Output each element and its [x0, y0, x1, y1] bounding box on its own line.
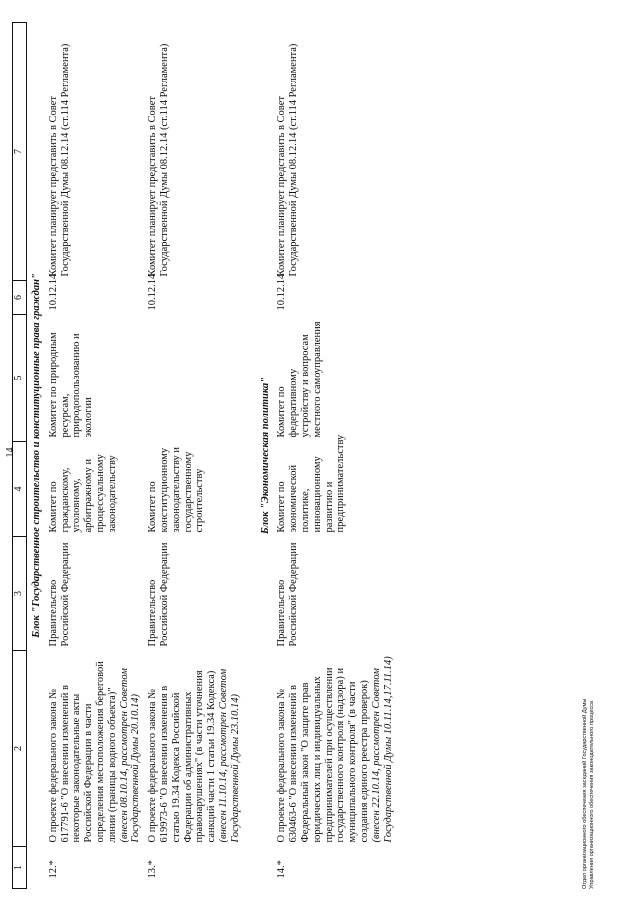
column-header: 4 [13, 442, 27, 537]
block-heading-row [246, 23, 276, 889]
footer-line: Отдел организационного обеспечения заседаний Государственной Думы [582, 698, 588, 889]
table-row [47, 23, 146, 889]
date: 10.12.14 [276, 273, 288, 311]
initiator: Правительство Российской Федерации [276, 542, 300, 647]
co-executor: Комитет по природным ресурсам, природопользованию и экологии [47, 332, 95, 438]
table-row [275, 23, 398, 889]
plan-note: Комитет планирует представить в Совет Государственной Думы 08.12.14 (ст.114 Регламента) [147, 43, 170, 277]
initiator: Правительство Российской Федерации [147, 542, 170, 647]
co-executor [146, 315, 245, 442]
bill-note: (внесен 11.10.14, рассмотрен Советом Государственной Думы 23.10.14) [217, 668, 241, 843]
row-number: 14.* [276, 860, 288, 879]
page-number: 14 [5, 447, 16, 458]
table-row [146, 23, 245, 889]
bill-cell [275, 651, 398, 847]
co-executor: Комитет по федеративному устройству и вопросам местного самоуправления [276, 321, 323, 438]
column-header: 7 [13, 23, 27, 281]
column-header: 3 [13, 537, 27, 651]
lead-committee: Комитет по гражданскому, уголовному, арбитражному и процессуальному законодательству [47, 454, 118, 533]
block-heading: Блок "Экономическая политика" [259, 376, 271, 535]
column-header-row [13, 23, 27, 889]
column-header: 6 [13, 281, 27, 315]
bill-title: О проекте федерального закона № 617791-6 "О внесении изменений в некоторые законодательные акты Российской Федерации в части определения местоположения береговой линии (границы водного объекта)" [47, 661, 118, 843]
lead-committee: Комитет по конституционному законодательству и государственному строительству [147, 446, 206, 533]
footer [582, 699, 596, 889]
bill-title: О проекте федерального закона № 630463-6 "О внесении изменений в Федеральный закон "О защите прав юридических лиц и индивидуальных предпринимателей при осуществлении государственного контроля (надзора) и муниципального контроля" (в части создания единого реестра проверок) [276, 667, 370, 843]
date: 10.12.14 [47, 273, 59, 311]
plan-note: Комитет планирует представить в Совет Государственной Думы 08.12.14 (ст.114 Регламента) [47, 43, 71, 277]
row-number: 13.* [147, 860, 159, 879]
lead-committee: Комитет по экономической политике, инновационному развитию и предпринимательству [276, 434, 347, 533]
column-header: 1 [13, 847, 27, 889]
bill-cell [47, 651, 146, 847]
bill-title: О проекте федерального закона № 619973-6 "О внесении изменения в статью 19.34 Кодекса Российской Федерации об административных правонарушениях" (в части уточнения санкций части 1 статьи 19.34 Кодекса) [147, 670, 218, 843]
bill-cell [146, 651, 245, 847]
bills-table [12, 22, 398, 889]
column-header: 5 [13, 315, 27, 442]
column-header: 2 [13, 651, 27, 847]
plan-note: Комитет планирует представить в Совет Государственной Думы 08.12.14 (ст.114 Регламента) [276, 43, 300, 277]
date: 10.12.14 [147, 273, 159, 311]
footer-line: Управления организационного обеспечения законодательного процесса [589, 700, 595, 889]
block-heading-row [27, 23, 47, 889]
bill-note: (внесен 08.10.14, рассмотрен Советом Государственной Думы 20.10.14) [118, 668, 142, 843]
initiator: Правительство Российской Федерации [47, 542, 71, 647]
bill-note: (внесен 22.10.14, рассмотрен Советом Государственной Думы 10.11.14,17.11.14) [370, 656, 394, 843]
row-number: 12.* [47, 860, 59, 879]
block-heading: Блок "Государственное строительство и конституционные права граждан" [31, 273, 42, 638]
